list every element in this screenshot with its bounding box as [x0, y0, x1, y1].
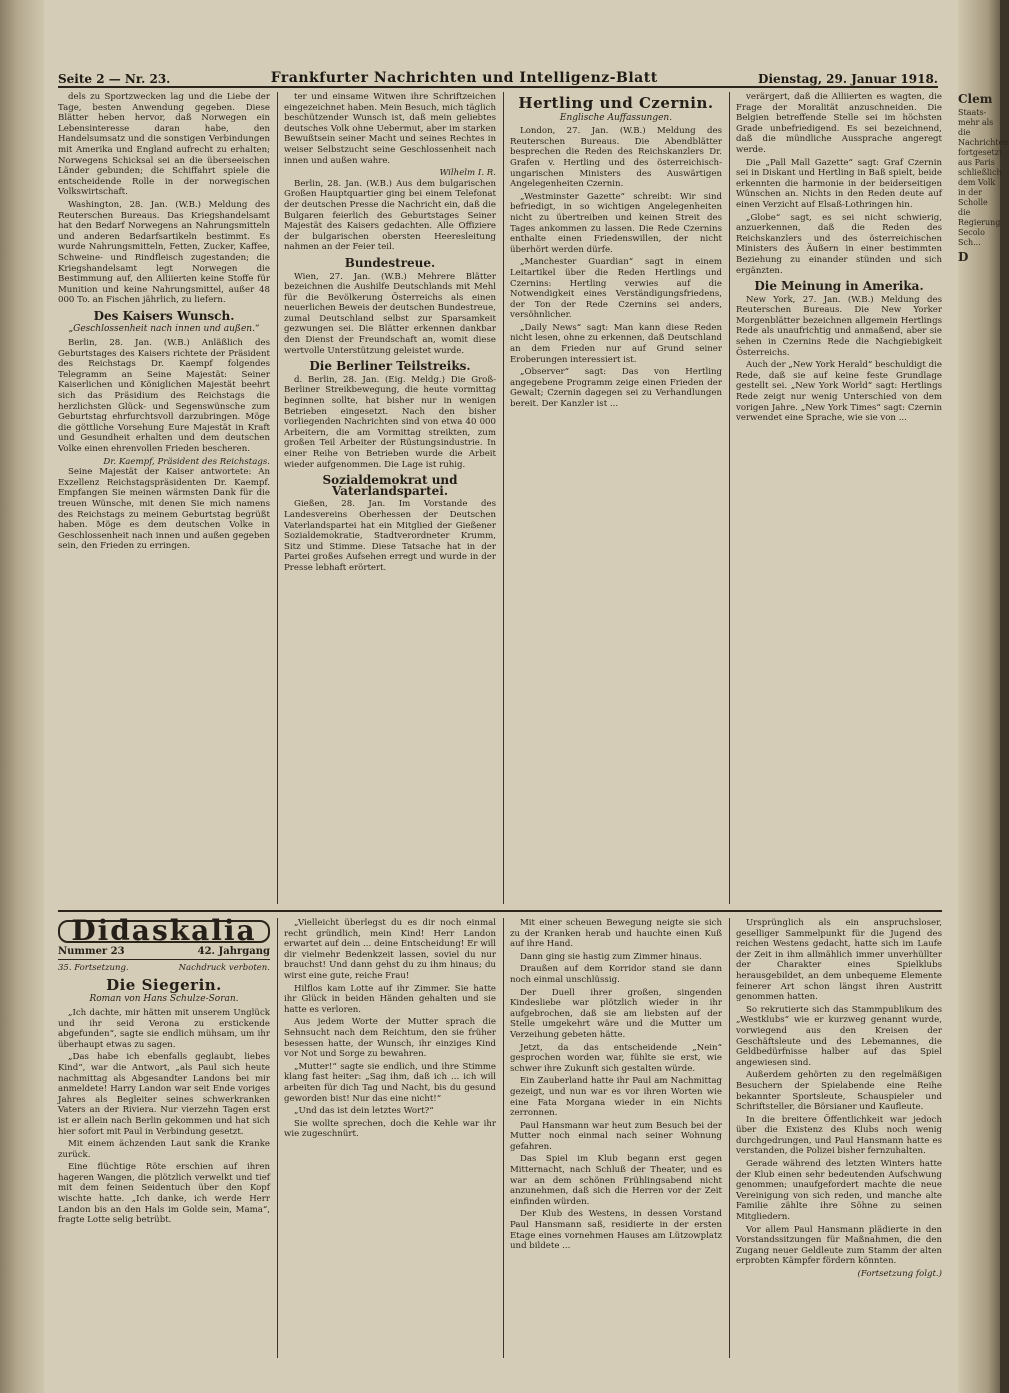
novel-paragraph: Draußen auf dem Korridor stand sie dann noch einmal unschlüssig.: [510, 964, 722, 985]
novel-paragraph: „Und das ist dein letztes Wort?“: [294, 1106, 434, 1117]
novel-paragraph: So rekrutierte sich das Stammpublikum des „Westklubs“ wie er kurzweg genannt wurde, vorwiegend aus den Kreisen der Geschäftsleute und des Lebemannes, die Geldbedürfnisse halber auf das Spiel angewiesen sind.: [736, 1004, 942, 1068]
novel-paragraph: Dann ging sie hastig zum Zimmer hinaus.: [520, 951, 702, 962]
novel-paragraph: Jetzt, da das entscheidende „Nein“ gesprochen worden war, fühlte sie erst, wie schwer ihre Zukunft sich gestalten würde.: [510, 1042, 722, 1074]
col1-body: Berlin, 28. Jan. (W.B.) Anläßlich des Geburtstages des Kaisers richtete der Präsident des Reichstags Dr. Kaempf folgendes Telegramm an Seine Majestät: Seiner Kaiserlichen und Königlichen Majestät beehrt sich das Präsidium des Reichstags die herzlichsten Glück- und Segenswünsche zum Geburtstag ehrfurchtsvoll darzubringen. Möge die göttliche Vorsehung Eure Majestät in Kraft und Gesundheit erhalten und dem deutschen Volke einen ehrenvollen Frieden bescheren.: [58, 338, 270, 454]
col1-reply: Seine Majestät der Kaiser antwortete: An Exzellenz Reichstagspräsidenten Dr. Kaempf. Empfangen Sie meinen wärmsten Dank für die treuen Wünsche, mit denen Sie mich namens des Reichstags zu meinem Geburtstag begrüßt haben. Möge es dem deutschen Volke in Geschlossenheit nach innen und außen gegeben sein, den Frieden zu erringen.: [58, 467, 270, 552]
col4-lead: verärgert, daß die Alliierten es wagten, die Frage der Moralität anzuschneiden. Die Belgien betreffende Stelle sei im höchsten Grade unbefriedigend. Es sei bezeichnend, daß die mündliche Aussprache angeregt werde.: [736, 92, 942, 155]
adjacent-page-strip: [958, 90, 1009, 266]
continuation-footer: (Fortsetzung folgt.): [857, 1269, 942, 1279]
column-1: [58, 92, 270, 904]
novel-paragraph: Aus jedem Worte der Mutter sprach die Sehnsucht nach dem Reichtum, den sie früher besessen hatte, der Wunsch, ihr einziges Kind vor Not und Sorge zu bewahren.: [284, 1017, 496, 1060]
novel-paragraph: Ursprünglich als ein anspruchsloser, geselliger Sammelpunkt für die Jugend des reichen Westens gedacht, hatte sich im Laufe der Zeit in ihm allmählich immer unverhüllter der Charakter eines Spielklubs herausgebildet, an dem unbequeme Elemente feinerer Art schon längst ihren Austritt genommen hatten.: [736, 918, 942, 1003]
serial-info-row: [58, 963, 270, 974]
col4-globe: „Globe“ sagt, es sei nicht schwierig, anzuerkennen, daß die Reden des Reichskanzlers und des österreichischen Ministers des Äußern in einer bestimmten Beziehung zu einander stünden und sich ergänzten.: [736, 212, 942, 276]
novel-paragraph: „Vielleicht überlegst du es dir noch einmal recht gründlich, mein Kind! Herr Landon erwartet auf dein ... deine Entscheidung! Er will dir vielmehr Bedenkzeit lassen, soviel du nur brauchst! Und dann gehst du zu ihm hinaus; du wirst eine gute, reiche Frau!: [284, 918, 496, 981]
feuilleton-column-2: [284, 918, 496, 1358]
col4-pall-mall: Die „Pall Mall Gazette“ sagt: Graf Czernin sei in Diskant und Hertling in Baß spielt, beide erkennten die harmonie in der beiderseitigen Wünschen an. Nichts in den Reden deute auf einen Verzicht auf Elsaß-Lothringen hin.: [736, 157, 942, 210]
feuilleton-column-4: [736, 918, 942, 1358]
issue-number: Nummer 23: [58, 945, 125, 957]
col2-wien: Wien, 27. Jan. (W.B.) Mehrere Blätter bezeichnen die Aushilfe Deutschlands mit Mehl für die Bevölkerung Österreichs als einen neuerlichen Beweis der deutschen Bundestreue, zumal Deutschland selbst zur Sparsamkeit gezwungen sei. Die Blätter erkennen dankbar den Dienst der Freundschaft an, womit diese wertvolle Unterstützung geleistet wurde.: [284, 271, 496, 356]
header-date: Dienstag, 29. Januar 1918.: [758, 72, 938, 86]
adjacent-heading: Clem: [958, 92, 993, 106]
col3-london: London, 27. Jan. (W.B.) Meldung des Reuterschen Bureaus. Die Abendblätter besprechen die Reden des Reichskanzlers Dr. Grafen v. Hertling und des österreichisch-ungarischen Ministers des Auswärtigen Angelegenheiten Czernin.: [510, 126, 722, 190]
novel-author: Roman von Hans Schulze-Soran.: [89, 994, 239, 1005]
novel-paragraph: Der Klub des Westens, in dessen Vorstand Paul Hansmann saß, residierte in der ersten Etage eines vornehmen Hauses am Lützowplatz und bildete ...: [510, 1209, 722, 1252]
novel-paragraph: Der Duell ihrer großen, singenden Kindesliebe war plötzlich wieder in ihr aufgebrochen, daß sie am liebsten auf der Stelle umgekehrt wäre und die Mutter um Verzeihung gebeten hätte.: [510, 987, 722, 1040]
col1-lead: dels zu Sportzwecken lag und die Liebe der Tage, besten Anwendung gegeben. Diese Blätter heben hervor, daß Norwegen ein Lebensinteresse daran habe, den Handelsumsatz und die sonstigen Verbindungen mit Amerika und England aufrecht zu erhalten; Norwegens Schicksal sei an die überseeischen Länder gebunden; die Schiffahrt spiele die entscheidende Rolle in der norwegischen Volkswirtschaft.: [58, 92, 270, 198]
col1-title: Des Kaisers Wunsch.: [93, 308, 235, 323]
header-newspaper-title: Frankfurter Nachrichten und Intelligenz-Blatt: [270, 70, 658, 86]
col3-westminster: „Westminster Gazette“ schreibt: Wir sind befriedigt, in so wichtigen Angelegenheiten nicht zu übertreiben und keinen Streit des Tages ankommen zu lassen. Die Rede Czernins enthalte einen Friedenswillen, der nicht überhört werden dürfe.: [510, 191, 722, 255]
column-divider: [277, 92, 278, 904]
column-divider: [503, 92, 504, 904]
novel-paragraph: Mit einer scheuen Bewegung neigte sie sich zu der Kranken herab und hauchte einen Kuß auf ihre Hand.: [510, 918, 722, 950]
reprint-note: Nachdruck verboten.: [178, 963, 270, 974]
col2-giessen: Gießen, 28. Jan. Im Vorstande des Landesvereins Oberhessen der Deutschen Vaterlandspartei hat ein Mitglied der Gießener Sozialdemokratie, Stadtverordneter Krumm, Sitz und Stimme. Diese Tatsache hat in der Partei großes Aufsehen erregt und wurde in der Presse lebhaft erörtert.: [284, 499, 496, 573]
novel-paragraph: Gerade während des letzten Winters hatte der Klub einen sehr bedeutenden Aufschwung genommen; unaufgefordert machte die neue Vereinigung von sich reden, und manche alte Familie zählte ihre Söhne zu seinen Mitgliedern.: [736, 1159, 942, 1223]
col2-title-sozialdemokrat: Sozialdemokrat und Vaterlandspartei.: [322, 473, 458, 498]
novel-paragraph: Eine flüchtige Röte erschien auf ihren hageren Wangen, die plötzlich verwelkt und tief mit dem feinen Seidentuch über den Kopf wischte hatte. „Ich danke, ich werde Herr Landon bis an den Hals im Golde sein, Mama“, fragte Lotte selig betrübt.: [58, 1162, 270, 1226]
binding-edge-left: [0, 0, 44, 1393]
masthead-info-row: [58, 947, 270, 961]
column-4: [736, 92, 942, 904]
novel-paragraph: Das Spiel im Klub begann erst gegen Mitternacht, nach Schluß der Theater, und es war an dem schönen Frühlingsabend nicht anzunehmen, daß sich die Herren vor der Zeit einfinden würden.: [510, 1154, 722, 1207]
col3-daily-news: „Daily News“ sagt: Man kann diese Reden nicht lesen, ohne zu erkennen, daß Deutschland an dem Frieden nur auf Grund seiner Eroberungen interessiert ist.: [510, 322, 722, 365]
feuilleton-column-3: [510, 918, 722, 1358]
novel-paragraph: Vor allem Paul Hansmann plädierte in den Vorstandssitzungen für Maßnahmen, die den Zugang neuer Geldleute zum Stamm der alten erprobten Kämpfer fördern könnten.: [736, 1224, 942, 1267]
novel-paragraph: „Ich dachte, mir hätten mit unserem Unglück und ihr seid Verona zu erstickende abgefunden“, sagte sie endlich mühsam, um ihr überhaupt etwas zu sagen.: [58, 1007, 270, 1050]
col2-lead: ter und einsame Witwen ihre Schriftzeichen eingezeichnet haben. Mein Besuch, mich täglich beschützender Wunsch ist, daß mein geliebtes deutsches Volk ohne Uebermut, aber im starken Bewußtsein seiner Macht und seines Rechtes in weiser Selbstzucht seine Geschlossenheit nach innen und außen wahre.: [284, 92, 496, 166]
column-divider: [729, 918, 730, 1358]
col2-title-teilstreiks: Die Berliner Teilstreiks.: [309, 359, 471, 374]
col1-subtitle: „Geschlossenheit nach innen und außen.“: [68, 324, 260, 335]
novel-paragraph: Ein Zauberland hatte ihr Paul am Nachmittag gezeigt, und nun war es vor ihren Worten wie eine Fata Morgana wieder in ein Nichts zerronnen.: [510, 1076, 722, 1119]
col3-observer: „Observer“ sagt: Das von Hertling angegebene Programm zeige einen Frieden der Gewalt; Czernin dagegen sei zu Verhandlungen bereit. Der Kanzler ist ...: [510, 367, 722, 410]
col2-bulgaria: Berlin, 28. Jan. (W.B.) Aus dem bulgarischen Großen Hauptquartier ging bei einem Telefonat der deutschen Presse die Nachricht ein, daß die Bulgaren feierlich des Geburtstages Seiner Majestät des Kaisers gedachten. Alle Offiziere der bulgarischen obersten Heeresleitung nahmen an der Feier teil.: [284, 178, 496, 253]
novel-paragraph: „Mutter!“ sagte sie endlich, und ihre Stimme klang fast heiter: „Sag ihm, daß ich ... ich will arbeiten für dich Tag und Nacht, bis du gesund geworden bist! Nur das eine nicht!“: [284, 1061, 496, 1104]
novel-paragraph: In die breitere Öffentlichkeit war jedoch über die Existenz des Klubs noch wenig durchgedrungen, und Paul Hansmann hatte es verstanden, die Polizei bisher fernzuhalten.: [736, 1114, 942, 1157]
page-header: [58, 60, 938, 88]
column-divider: [503, 918, 504, 1358]
didaskalia-masthead: Didaskalia: [58, 920, 270, 943]
col2-title-bundestreue: Bundestreue.: [344, 255, 436, 270]
col3-subtitle: Englische Auffassungen.: [559, 112, 673, 123]
adjacent-text: Staats- mehr als die Nachrichten fortgesetzt aus Paris schließlich dem Volk in der Scholle die Regierung Secolo Sch...: [958, 108, 1009, 247]
col4-new-york: New York, 27. Jan. (W.B.) Meldung des Reuterschen Bureaus. Die New Yorker Morgenblätter bezeichnen allgemein Hertlings Rede als unaufrichtig und anmaßend, aber sie sehen in Czernins Rede die Nachgiebigkeit Österreichs.: [736, 294, 942, 358]
novel-paragraph: Hilflos kam Lotte auf ihr Zimmer. Sie hatte ihr Glück in beiden Händen gehalten und sie hatte es verloren.: [284, 983, 496, 1015]
continuation-note: 35. Fortsetzung.: [58, 963, 129, 974]
col3-title: Hertling und Czernin.: [518, 94, 714, 112]
column-divider: [729, 92, 730, 904]
column-3: [510, 92, 722, 904]
novel-paragraph: Sie wollte sprechen, doch die Kehle war ihr wie zugeschnürt.: [284, 1118, 496, 1140]
col1-signature: Dr. Kaempf, Präsident des Reichstags.: [103, 456, 270, 467]
col1-washington: Washington, 28. Jan. (W.B.) Meldung des Reuterschen Bureaus. Das Kriegshandelsamt hat den Bedarf Norwegens an Nahrungsmitteln und anderen Bedarfsartikeln bestimmt. Es wurde Nahrungsmitteln, Fetten, Zucker, Kaffee, Schweine- und Rindfleisch zugestanden; die Kriegshandelsamt legt Norwegen die Bestimmung auf, den Alliierten keine Stoffe für Munition und keine Nahrungsmittel, außer 48 000 To. an Fischen jährlich, zu liefern.: [58, 199, 270, 306]
column-divider: [277, 918, 278, 1358]
section-divider: [58, 910, 942, 912]
col2-berlin: d. Berlin, 28. Jan. (Eig. Meldg.) Die Groß-Berliner Streikbewegung, die heute vormittag beginnen sollte, hat bisher nur in wenigen Betrieben eingesetzt. Nach den bisher vorliegenden Nachrichten sind von etwa 40 000 Arbeitern, die am Vormittag streikten, zum großen Teil Arbeiter der Rüstungsindustrie. In einer Reihe von Betrieben wurde die Arbeit wieder aufgenommen. Die Lage ist ruhig.: [284, 374, 496, 470]
novel-paragraph: Außerdem gehörten zu den regelmäßigen Besuchern der Spielabende eine Reihe bekannter Sportsleute, Schauspieler und Schriftsteller, die Börsianer und Kaufleute.: [736, 1070, 942, 1113]
column-2: [284, 92, 496, 904]
col4-title: Die Meinung in Amerika.: [754, 279, 924, 294]
volume-year: 42. Jahrgang: [197, 945, 270, 957]
col4-herald: Auch der „New York Herald“ beschuldigt die Rede, daß sie auf keine feste Grundlage gestellt sei. „New York World“ sagt: Hertlings Rede zeigt nur wenig Unterschied von dem vorigen Jahre. „New York Times“ sagt: Czernin verwendet eine Sprache, wie sie von ...: [736, 360, 942, 424]
novel-paragraph: Paul Hansmann war heut zum Besuch bei der Mutter noch einmal nach seiner Wohnung gefahren.: [510, 1120, 722, 1152]
col3-manchester: „Manchester Guardian“ sagt in einem Leitartikel über die Reden Hertlings und Czernins: Hertling verwies auf die Notwendigkeit eines Verständigungsfriedens, der Ton der Rede Czernins sei anders, versöhnlicher.: [510, 257, 722, 321]
col2-signature: Wilhelm I. R.: [439, 168, 496, 179]
novel-paragraph: Mit einem ächzenden Laut sank die Kranke zurück.: [58, 1139, 270, 1160]
feuilleton-column-1: [58, 914, 270, 1358]
novel-title: Die Siegerin.: [106, 975, 222, 994]
adjacent-heading: D: [958, 250, 969, 264]
header-page-number: Seite 2 — Nr. 23.: [58, 72, 171, 86]
novel-paragraph: „Das habe ich ebenfalls geglaubt, liebes Kind“, war die Antwort, „als Paul sich heute nachmittag als Abgesandter Landons bei mir anmeldete! Harry Landon war seit Ende voriges Jahres als Begleiter seines schwerkranken Vaters an der Riviera. Nur vierzehn Tagen erst ist er allein nach Berlin gekommen und hat sich hier sofort mit Paul in Verbindung gesetzt.: [58, 1052, 270, 1137]
